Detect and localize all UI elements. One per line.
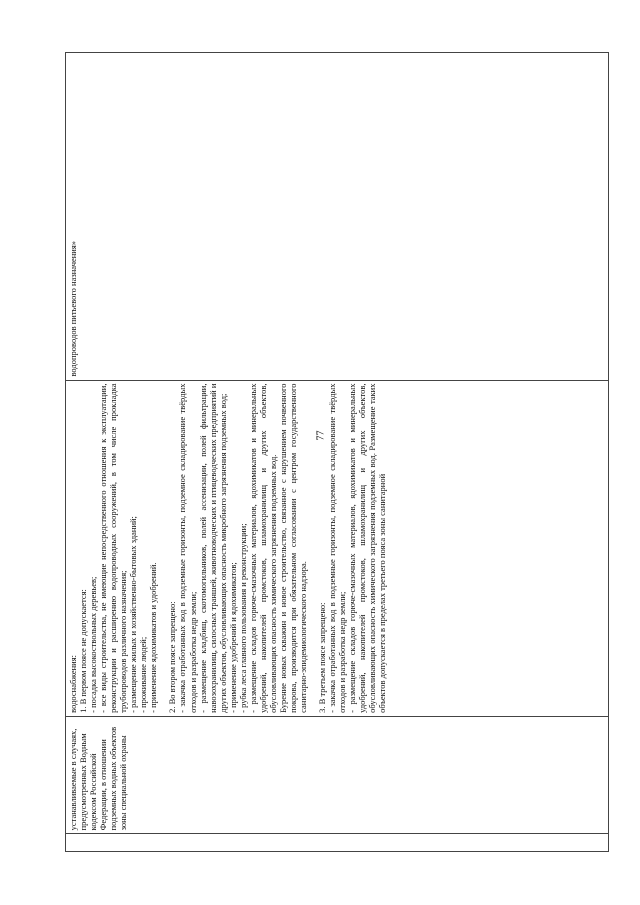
restrictions-line: Бурение новых скважин и новое строительство, связанное с нарушением почвенного покрова, производится при обязательном согласовании с центром государственного санитарно-эпидемиологического надзора. bbox=[277, 383, 309, 713]
restrictions-cell bbox=[66, 380, 609, 716]
index-cell bbox=[66, 834, 609, 852]
restrictions-line: - все виды строительства, не имеющие непосредственного отношения к эксплуатации, реконструкции и расширению водопроводных сооружений, в том числе прокладка трубопроводов различного назначения; bbox=[98, 383, 129, 713]
restrictions-line: - размещение складов горюче-смазочных материалов, ядохимикатов и минеральных удобрений, накопителей промстоков, шламохранилищ и других объектов, обусловливающих опасность химического загрязнения подземных вод. Размещение таких объектов допускается в пределах третьего пояса зоны санитарной bbox=[347, 383, 388, 713]
paragraph-gap bbox=[308, 384, 317, 713]
source-document-cell: водопроводов питьевого назначения» bbox=[66, 53, 609, 381]
restrictions-line: - рубка леса главного пользования и реконструкции; bbox=[237, 523, 248, 713]
restrictions-line: 1. В первом поясе не допускается: bbox=[78, 589, 89, 713]
restrictions-table bbox=[65, 52, 609, 852]
restrictions-line: - размещение кладбищ, скотомогильников, полей ассенизации, полей фильтрации, навозохранилищ, силосных траншей, животноводческих и птицеводческих предприятий и других объектов, обусловливающих опасность микробного загрязнения подземных вод; bbox=[197, 383, 228, 713]
restrictions-line: - размещение жилых и хозяйственно-бытовых зданий; bbox=[128, 516, 139, 713]
restrictions-line: - применение ядохимикатов и удобрений. bbox=[148, 562, 159, 713]
restrictions-line: - закачка отработанных вод в подземные горизонты, подземное складирование твёрдых отходов и разработка недр земли; bbox=[327, 383, 348, 713]
restrictions-line: - закачка отработанных вод в подземные горизонты, подземное складирование твёрдых отходов и разработка недр земли; bbox=[177, 383, 198, 713]
restrictions-line: - посадка высокоствольных деревьев; bbox=[88, 576, 99, 713]
restrictions-line: 3. В третьем поясе запрещено: bbox=[317, 602, 328, 713]
restrictions-line: - проживание людей; bbox=[138, 636, 149, 713]
restrictions-line: - размещение складов горюче-смазочных материалов, ядохимикатов и минеральных удобрений, накопителей промстоков, шламохранилищ и других объектов, обусловливающих опасность химического загрязнения подземных вод. bbox=[247, 383, 278, 713]
restrictions-line: водоснабжения: bbox=[68, 655, 78, 713]
rotated-table-wrapper bbox=[65, 52, 609, 852]
paragraph-gap bbox=[158, 384, 167, 713]
table-row bbox=[66, 53, 609, 852]
object-description-cell: устанавливаемые в случаях, предусмотренных Водным кодексом Российской Федерации, в отношении подземных водных объектов зоны специальной охраны bbox=[66, 716, 609, 834]
restrictions-line: 2. Во втором поясе запрещено: bbox=[167, 601, 178, 713]
restrictions-line: - применение удобрений и ядохимикатов; bbox=[227, 562, 238, 713]
page-number: 77 bbox=[315, 430, 327, 441]
